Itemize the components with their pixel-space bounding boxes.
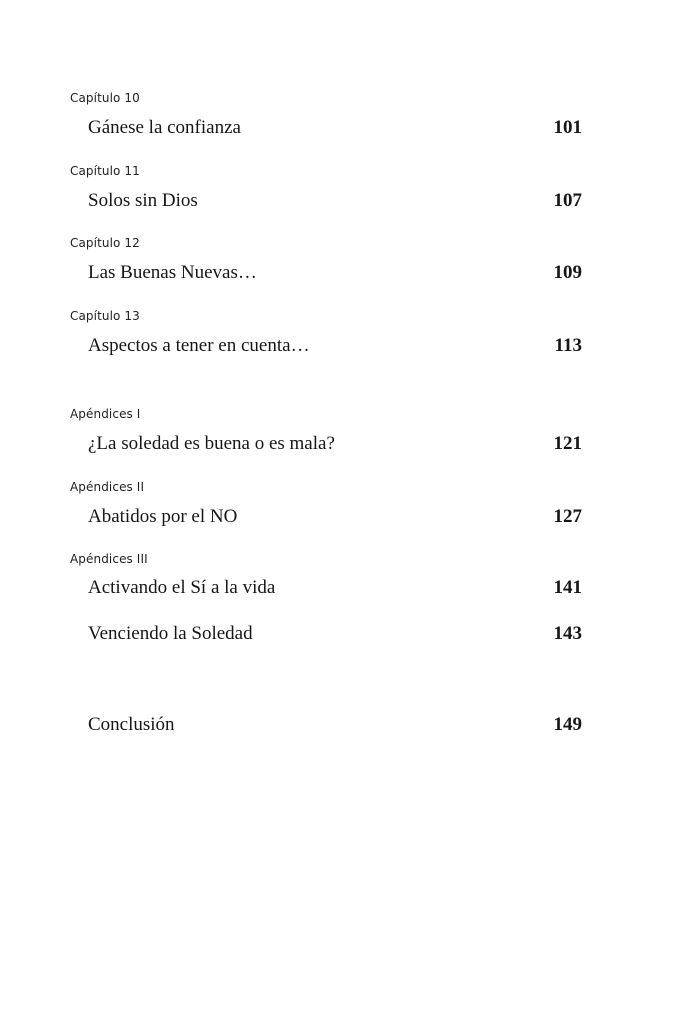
- section-label: Capítulo 12: [70, 236, 140, 250]
- entry-title: Aspectos a tener en cuenta…: [88, 335, 310, 356]
- section-label: Capítulo 13: [70, 309, 140, 323]
- entry-page-number: 141: [553, 577, 582, 598]
- section-label: Capítulo 11: [70, 164, 140, 178]
- toc-entry: [88, 115, 582, 141]
- toc-entry: [88, 575, 582, 601]
- toc-entry: [88, 188, 582, 214]
- entry-title: Venciendo la Soledad: [88, 623, 253, 644]
- toc-entry: [88, 621, 582, 647]
- entry-title: ¿La soledad es buena o es mala?: [88, 433, 335, 454]
- entry-page-number: 107: [553, 190, 582, 211]
- toc-entry: [88, 260, 582, 286]
- entry-title: Abatidos por el NO: [88, 506, 238, 527]
- entry-title: Las Buenas Nuevas…: [88, 262, 257, 283]
- toc-entry: [88, 504, 582, 530]
- entry-page-number: 109: [553, 262, 582, 283]
- toc-entry: [88, 431, 582, 457]
- entry-title: Activando el Sí a la vida: [88, 577, 276, 598]
- entry-page-number: 101: [553, 117, 582, 138]
- entry-page-number: 149: [553, 714, 582, 735]
- toc-entry: [88, 333, 582, 359]
- section-label: Apéndices II: [70, 480, 145, 494]
- entry-title: Gánese la confianza: [88, 117, 241, 138]
- entry-page-number: 127: [553, 506, 582, 527]
- entry-page-number: 113: [554, 335, 582, 356]
- entry-title: Conclusión: [88, 714, 175, 735]
- section-label: Apéndices III: [70, 552, 148, 566]
- section-label: Capítulo 10: [70, 91, 140, 105]
- section-label: Apéndices I: [70, 407, 141, 421]
- entry-page-number: 143: [553, 623, 582, 644]
- entry-title: Solos sin Dios: [88, 190, 198, 211]
- toc-entry-conclusion: [88, 712, 582, 738]
- entry-page-number: 121: [553, 433, 582, 454]
